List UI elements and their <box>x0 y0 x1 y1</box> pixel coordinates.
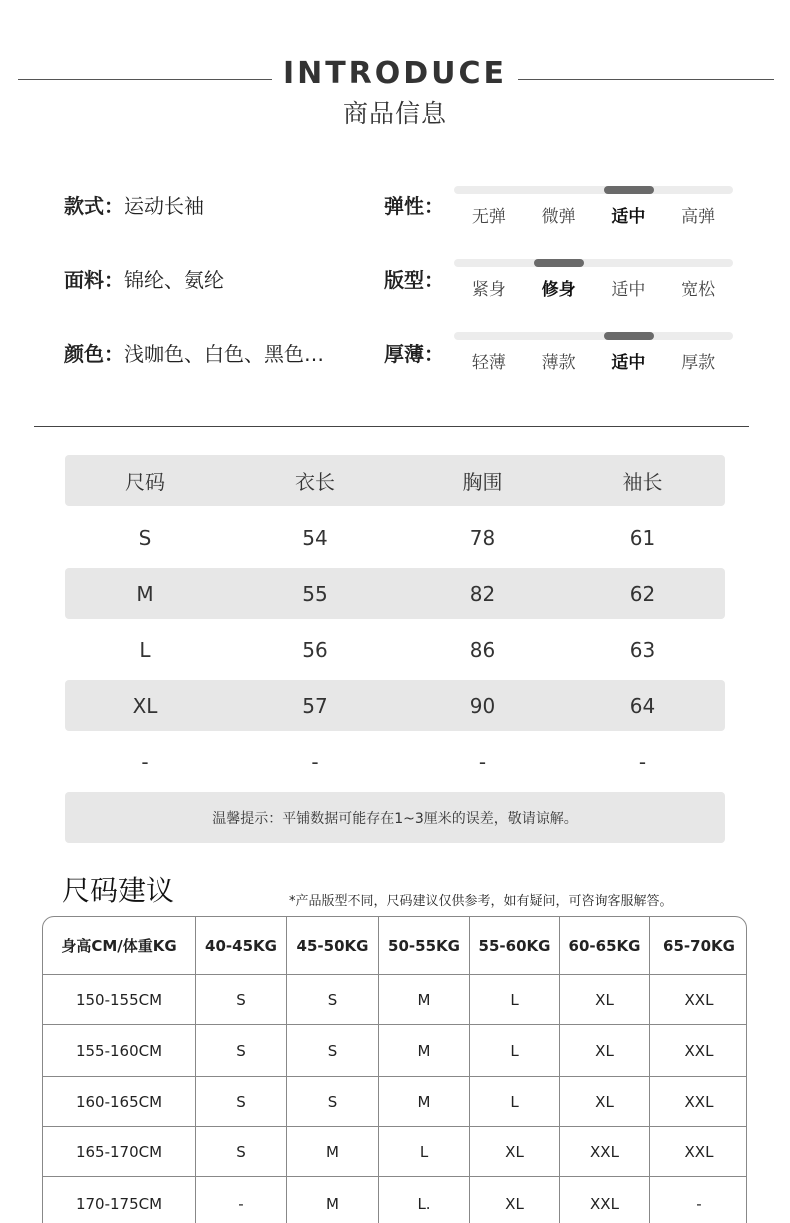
measurement-tip: 温馨提示：平铺数据可能存在1~3厘米的误差，敬请谅解。 <box>65 792 725 843</box>
scale-indicator <box>604 186 654 194</box>
section-divider <box>34 426 749 427</box>
grid-cell: L <box>379 1127 470 1176</box>
grid-header-cell: 65-70KG <box>663 936 735 955</box>
scale-option: 适中 <box>611 280 646 300</box>
scale-options-elasticity <box>454 202 733 227</box>
header-title-cn: 商品信息 <box>342 99 447 128</box>
recommendation-grid <box>42 916 747 1223</box>
size-cell: 56 <box>302 637 328 662</box>
scale-options-thickness <box>454 348 733 373</box>
attribute-value: 运动长袖 <box>124 194 204 218</box>
scale-option: 紧身 <box>471 280 506 300</box>
size-cell: 64 <box>629 693 656 718</box>
scale-label-elasticity: 弹性： <box>384 194 444 218</box>
grid-row <box>43 1177 747 1223</box>
size-header-cell: 胸围 <box>462 470 503 494</box>
scale-option: 适中 <box>611 353 646 373</box>
grid-cell: M <box>287 1177 379 1223</box>
scale-option: 高弹 <box>681 207 716 227</box>
scale-track-elasticity <box>454 186 733 194</box>
grid-cell: - <box>196 1177 287 1223</box>
grid-cell: XL <box>560 1025 650 1076</box>
size-cell: 62 <box>629 581 656 606</box>
attribute-color <box>64 338 324 367</box>
size-header-cell: 尺码 <box>125 470 165 494</box>
grid-row <box>43 1127 747 1177</box>
attribute-style <box>64 190 204 219</box>
size-cell: - <box>638 749 647 774</box>
scale-label-thickness: 厚薄： <box>384 342 444 366</box>
size-cell: 63 <box>629 637 656 662</box>
grid-cell: XXL <box>684 1142 714 1161</box>
grid-cell: L. <box>379 1177 470 1223</box>
size-cell: XL <box>132 693 158 718</box>
grid-cell: M <box>287 1127 379 1176</box>
grid-cell: 170-175CM <box>43 1177 196 1223</box>
grid-row <box>43 1077 747 1127</box>
size-table-row <box>65 568 725 619</box>
grid-header-cell: 40-45KG <box>196 917 287 974</box>
scale-indicator <box>604 332 654 340</box>
grid-header-cell: 55-60KG <box>470 917 560 974</box>
grid-row <box>43 975 747 1025</box>
attribute-key: 款式： <box>64 194 124 218</box>
grid-cell: M <box>379 1025 470 1076</box>
grid-cell: 155-160CM <box>43 1025 196 1076</box>
grid-cell: S <box>287 1025 379 1076</box>
attribute-key: 面料： <box>64 268 124 292</box>
scale-option: 适中 <box>611 207 646 227</box>
size-table-header <box>65 455 725 506</box>
grid-header-cell: 50-55KG <box>379 917 470 974</box>
grid-header-cell: 45-50KG <box>287 917 379 974</box>
size-table-row <box>65 624 725 675</box>
grid-cell: S <box>196 1077 287 1126</box>
grid-cell: XXL <box>560 1177 650 1223</box>
grid-header-cell: 60-65KG <box>560 917 650 974</box>
size-cell: 90 <box>469 693 496 718</box>
grid-cell: XL <box>560 975 650 1024</box>
grid-cell: XL <box>470 1127 560 1176</box>
scale-option: 薄款 <box>541 353 576 373</box>
recommendation-note: *产品版型不同，尺码建议仅供参考，如有疑问，可咨询客服解答。 <box>289 894 673 909</box>
grid-cell: XXL <box>684 1041 714 1060</box>
grid-cell: XL <box>470 1177 560 1223</box>
size-cell: 57 <box>302 693 328 718</box>
grid-cell: S <box>196 975 287 1024</box>
scale-option: 宽松 <box>681 280 716 300</box>
grid-header-cell: 身高CM/体重KG <box>43 917 196 974</box>
attribute-fabric <box>64 264 224 293</box>
grid-cell: S <box>287 975 379 1024</box>
grid-cell: 165-170CM <box>43 1127 196 1176</box>
grid-cell: XXL <box>560 1127 650 1176</box>
scale-option: 轻薄 <box>471 353 506 373</box>
size-cell: M <box>136 581 154 606</box>
grid-cell: 160-165CM <box>43 1077 196 1126</box>
scale-options-fit <box>454 275 733 300</box>
size-cell: 54 <box>302 525 328 550</box>
size-cell: 86 <box>469 637 496 662</box>
attribute-key: 颜色： <box>64 342 124 366</box>
size-table-row <box>65 512 725 563</box>
size-cell: - <box>141 749 149 774</box>
grid-cell: S <box>196 1025 287 1076</box>
grid-cell: - <box>696 1195 702 1213</box>
grid-cell: XL <box>560 1077 650 1126</box>
scale-option: 微弹 <box>541 207 576 227</box>
size-header-cell: 袖长 <box>622 470 663 494</box>
grid-cell: M <box>379 1077 470 1126</box>
size-cell: S <box>138 525 152 550</box>
grid-cell: XXL <box>684 990 714 1009</box>
header-title-en: INTRODUCE <box>282 56 508 91</box>
grid-cell: L <box>470 1025 560 1076</box>
size-cell: 82 <box>469 581 496 606</box>
size-cell: - <box>478 749 487 774</box>
scale-label-fit: 版型： <box>384 268 444 292</box>
scale-option: 厚款 <box>681 353 716 373</box>
grid-cell: M <box>379 975 470 1024</box>
size-cell: L <box>139 637 151 662</box>
scale-option: 无弹 <box>471 207 506 227</box>
size-cell: 78 <box>469 525 496 550</box>
recommendation-title: 尺码建议 <box>62 874 175 907</box>
scale-track-fit <box>454 259 733 267</box>
size-cell: - <box>311 749 319 774</box>
grid-cell: S <box>287 1077 379 1126</box>
attribute-value: 浅咖色、白色、黑色… <box>124 342 324 366</box>
size-cell: 55 <box>302 581 328 606</box>
grid-cell: S <box>196 1127 287 1176</box>
scale-indicator <box>534 259 584 267</box>
size-table-row <box>65 680 725 731</box>
size-table-row <box>65 736 725 787</box>
grid-header-row <box>43 917 747 975</box>
grid-row <box>43 1025 747 1077</box>
grid-cell: XXL <box>684 1092 714 1111</box>
scale-track-thickness <box>454 332 733 340</box>
grid-cell: 150-155CM <box>43 975 196 1024</box>
grid-cell: L <box>470 975 560 1024</box>
scale-option: 修身 <box>541 280 576 300</box>
attribute-value: 锦纶、氨纶 <box>124 268 224 292</box>
size-cell: 61 <box>629 525 656 550</box>
grid-cell: L <box>470 1077 560 1126</box>
size-header-cell: 衣长 <box>295 470 335 494</box>
